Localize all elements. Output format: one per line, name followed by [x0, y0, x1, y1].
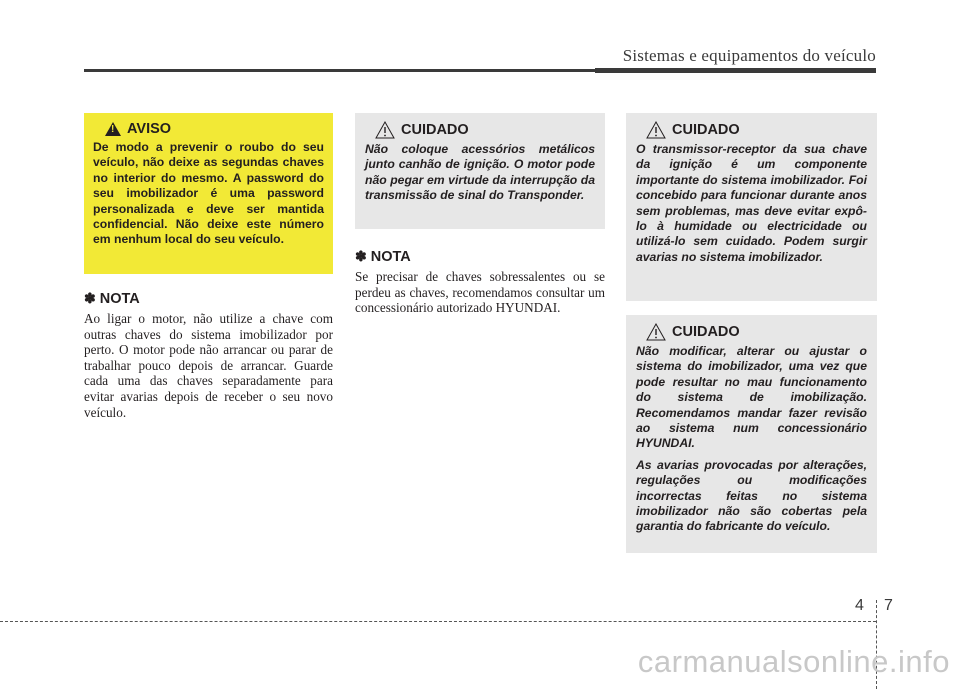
note-left-text: Ao ligar o motor, não utilize a chave com outras chaves do sistema imobilizador por perto. O motor pode não arrancar ou parar de trabalhar pouco depois de arrancar. Guarde cada uma das chaves separadamente para evitar avarias depois de receber o seu novo veículo. [84, 311, 333, 420]
caution-box-transmitter [626, 113, 877, 301]
note-left-title: NOTA [99, 290, 140, 307]
caution-middle-text: Não coloque acessórios metálicos junto canhão de ignição. O motor pode não pegar em virtude da interrupção da transmissão de sinal do Transponder. [365, 142, 595, 203]
note-middle [355, 248, 605, 316]
note-left [84, 290, 333, 420]
warning-box [84, 113, 333, 274]
caution-right-2-paragraph-1: Não modificar, alterar ou ajustar o sistema do imobilizador, uma vez que pode resultar no mau funcionamento do sistema de imobilização. Recomendamos mandar fazer revisão ao sistema num concessionário HYUNDAI. [636, 344, 867, 451]
asterisk-icon: ✽ [84, 290, 96, 306]
caution-box-transponder [355, 113, 605, 229]
caution-right-1-text: O transmissor-receptor da sua chave da ignição é um componente importante do sistema imobilizador. Foi concebido para funcionar durante anos sem problemas, mas deve evitar expô-lo à humidade ou electricidade ou utilizá-lo sem cuidado. Podem surgir avarias no sistema imobilizador. [636, 142, 867, 264]
caution-right-2-title: CUIDADO [672, 324, 740, 340]
caution-triangle-icon [375, 121, 395, 139]
caution-right-2-paragraph-2: As avarias provocadas por alterações, regulações ou modificações incorrectas feitas no sistema imobilizador não são cobertas pela garantia do fabricante do veículo. [636, 457, 867, 534]
footer-dashed-rule [0, 621, 876, 622]
caution-box-modification [626, 315, 877, 553]
caution-middle-title: CUIDADO [401, 122, 469, 138]
asterisk-icon: ✽ [355, 248, 367, 264]
warning-title: AVISO [127, 121, 172, 137]
page-number: 7 [884, 597, 893, 614]
chapter-number: 4 [855, 597, 864, 614]
header-rule-accent [595, 68, 876, 73]
note-middle-text: Se precisar de chaves sobressalentes ou se perdeu as chaves, recomendamos consultar um concessionário autorizado HYUNDAI. [355, 269, 605, 316]
note-middle-title: NOTA [370, 248, 411, 265]
warning-triangle-icon [105, 122, 121, 136]
page-header-title: Sistemas e equipamentos do veículo [622, 46, 876, 65]
caution-triangle-icon [646, 323, 666, 341]
caution-right-1-title: CUIDADO [672, 122, 740, 138]
caution-triangle-icon [646, 121, 666, 139]
warning-text: De modo a prevenir o roubo do seu veículo, não deixe as segundas chaves no interior do mesmo. A password do seu imobilizador é uma password personalizada e deve ser mantida confidencial. Não deixe este número em nenhum local do seu veículo. [93, 140, 324, 247]
site-watermark: carmanualsonline.info [637, 644, 950, 679]
